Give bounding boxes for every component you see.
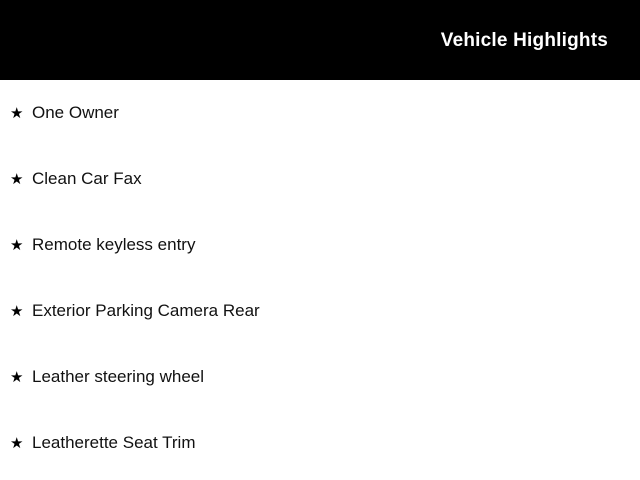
- list-item: [0, 344, 640, 410]
- list-item: [0, 278, 640, 344]
- highlight-label: Exterior Parking Camera Rear: [32, 300, 260, 320]
- list-item: [0, 80, 640, 146]
- list-item: [0, 146, 640, 212]
- highlight-label: Remote keyless entry: [32, 234, 196, 254]
- header-bar: [0, 0, 640, 80]
- highlights-list: [0, 80, 640, 476]
- star-icon: ★: [10, 170, 24, 188]
- highlight-label: Clean Car Fax: [32, 168, 142, 188]
- list-item: [0, 410, 640, 476]
- highlight-label: Leather steering wheel: [32, 366, 205, 386]
- list-item: [0, 212, 640, 278]
- highlight-label: Leatherette Seat Trim: [32, 432, 196, 452]
- star-icon: ★: [10, 104, 24, 122]
- highlight-label: One Owner: [32, 102, 119, 122]
- star-icon: ★: [10, 302, 24, 320]
- star-icon: ★: [10, 368, 24, 386]
- star-icon: ★: [10, 434, 24, 452]
- page-title: Vehicle Highlights: [440, 29, 608, 51]
- star-icon: ★: [10, 236, 24, 254]
